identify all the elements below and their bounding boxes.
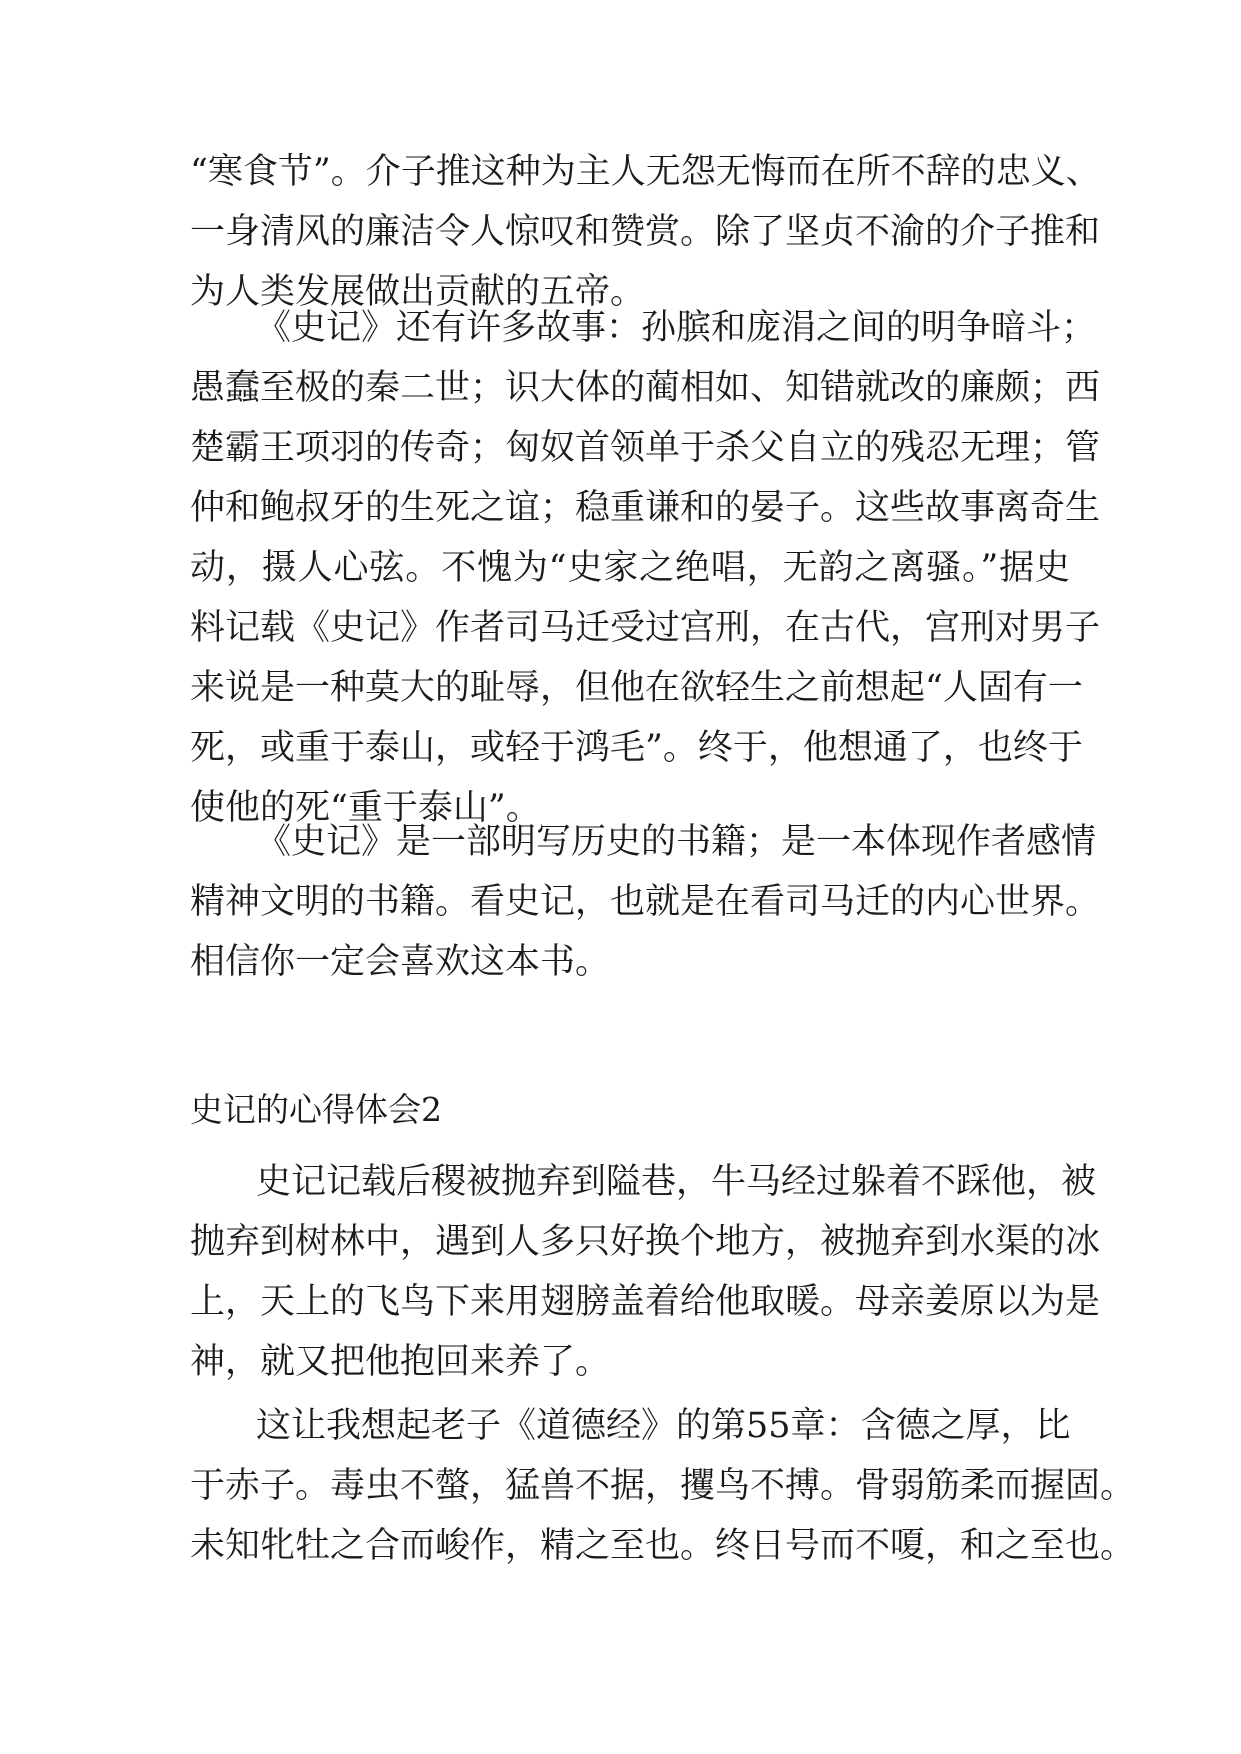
text-line: 死，或重于泰山，或轻于鸿毛”。终于，他想通了，也终于 [190,728,1083,768]
text-line: 《史记》还有许多故事：孙膑和庞涓之间的明争暗斗； [256,308,1097,348]
text-line: 这让我想起老子《道德经》的第55章：含德之厚，比 [256,1406,1071,1446]
text-line: 精神文明的书籍。看史记，也就是在看司马迁的内心世界。 [190,882,1101,922]
section-title: 史记的心得体会2 [190,1090,442,1129]
text-line: 动，摄人心弦。不愧为“史家之绝唱，无韵之离骚。”据史 [190,548,1070,588]
paragraph-shiji-stories [190,298,1101,838]
text-line: 《史记》是一部明写历史的书籍；是一本体现作者感情 [256,822,1097,862]
text-line: 上，天上的飞鸟下来用翅膀盖着给他取暖。母亲姜原以为是 [190,1282,1101,1322]
text-line: 史记记载后稷被抛弃到隘巷，牛马经过躲着不踩他，被 [256,1162,1097,1202]
text-line: 神，就又把他抱回来养了。 [190,1342,611,1382]
text-line: 于赤子。毒虫不螫，猛兽不据，攫鸟不搏。骨弱筋柔而握固。 [190,1466,1136,1506]
text-line: 来说是一种莫大的耻辱，但他在欲轻生之前想起“人固有一 [190,668,1083,708]
text-line: 一身清风的廉洁令人惊叹和赞赏。除了坚贞不渝的介子推和 [190,212,1101,252]
text-line: 楚霸王项羽的传奇；匈奴首领单于杀父自立的残忍无理；管 [190,428,1101,468]
text-line: 抛弃到树林中，遇到人多只好换个地方，被抛弃到水渠的冰 [190,1222,1101,1262]
paragraph-jiezitui [190,142,1101,322]
text-line: 使他的死“重于泰山”。 [190,788,541,828]
text-line: 未知牝牡之合而峻作，精之至也。终日号而不嗄，和之至也。 [190,1526,1136,1566]
paragraph-daodejing [190,1396,1136,1576]
text-line: 相信你一定会喜欢这本书。 [190,942,611,982]
text-line: 料记载《史记》作者司马迁受过宫刑，在古代，宫刑对男子 [190,608,1101,648]
paragraph-shiji-summary [190,812,1101,992]
text-line: 为人类发展做出贡献的五帝。 [190,272,646,312]
text-line: 仲和鲍叔牙的生死之谊；稳重谦和的晏子。这些故事离奇生 [190,488,1101,528]
text-line: “寒食节”。介子推这种为主人无怨无悔而在所不辞的忠义、 [190,152,1101,192]
paragraph-houji [190,1152,1101,1392]
text-line: 愚蠢至极的秦二世；识大体的蔺相如、知错就改的廉颇；西 [190,368,1101,408]
